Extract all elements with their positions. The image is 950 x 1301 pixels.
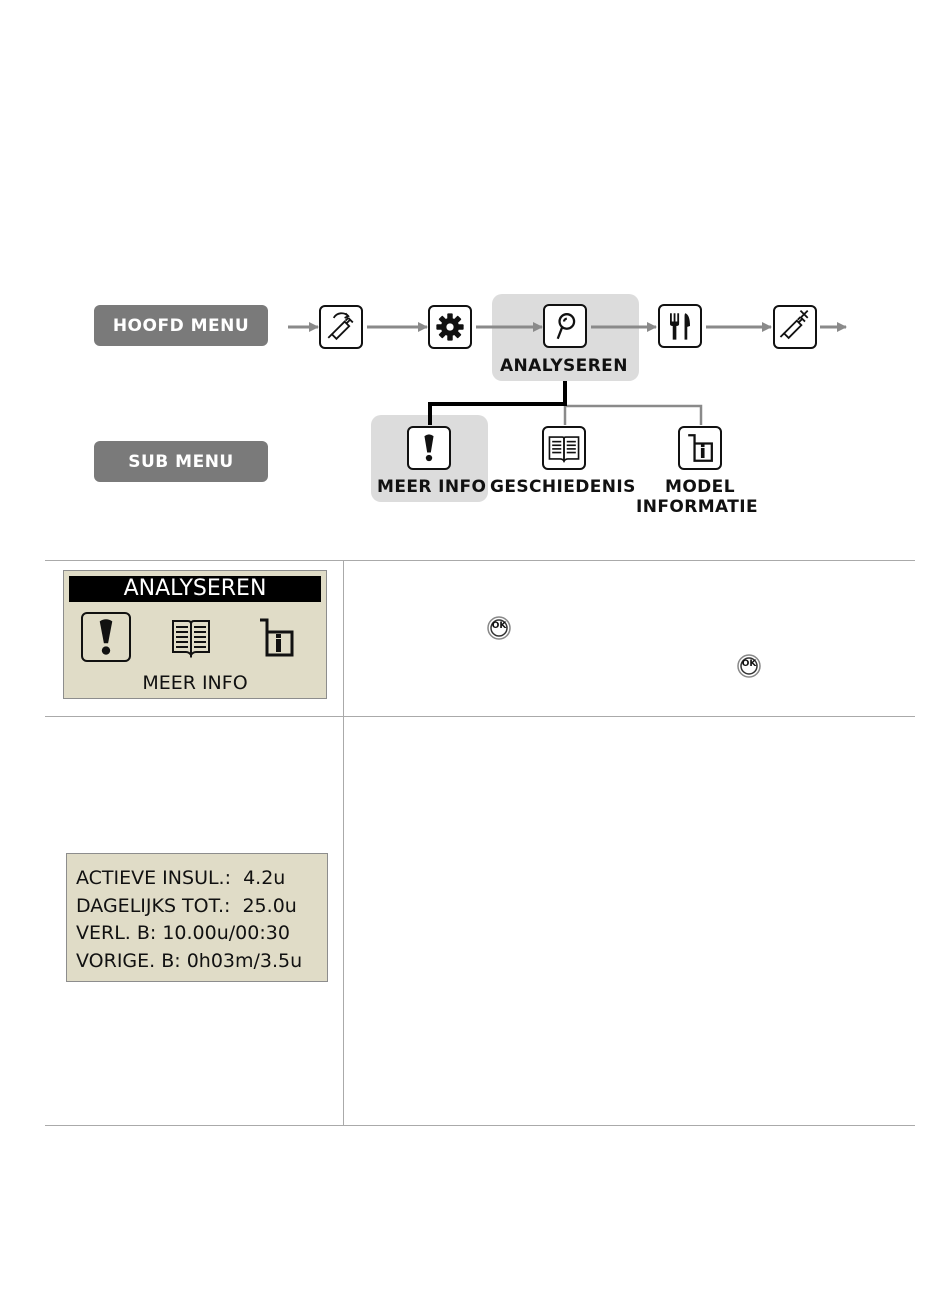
- sub-menu-label: SUB MENU: [94, 441, 268, 482]
- ok-button-icon: [737, 654, 761, 678]
- main-menu-label: HOOFD MENU: [94, 305, 268, 346]
- screen-line-active-insulin: ACTIEVE INSUL.: 4.2u: [76, 867, 286, 889]
- screen-caption: MEER INFO: [142, 672, 248, 694]
- device-screen-analyseren: [63, 570, 327, 699]
- table-top-rule: [45, 560, 915, 561]
- fork-knife-icon: [658, 304, 702, 348]
- sub-item-label-meer-info: MEER INFO: [377, 477, 487, 497]
- main-item-label-analyseren: ANALYSEREN: [500, 356, 628, 376]
- branch-to-model: [565, 406, 701, 425]
- sub-item-label-informatie: INFORMATIE: [636, 497, 758, 517]
- table-column-divider: [343, 560, 344, 1126]
- book-icon: [542, 426, 586, 470]
- exclamation-icon: [407, 426, 451, 470]
- device-screen-meer-info: [66, 853, 328, 982]
- info-icon: [678, 426, 722, 470]
- screen-title: ANALYSEREN: [69, 576, 321, 602]
- screen-line-previous-bolus: VORIGE. B: 0h03m/3.5u: [76, 949, 303, 972]
- table-row-divider: [45, 716, 915, 717]
- ok-label: OK: [741, 659, 757, 669]
- screen-line-extended-bolus: VERL. B: 10.00u/00:30: [76, 922, 290, 944]
- syringe-refresh-icon: [319, 305, 363, 349]
- table-bottom-rule: [45, 1125, 915, 1126]
- syringe-cancel-icon: [773, 305, 817, 349]
- menu-connectors: [0, 0, 950, 560]
- branch-to-meer-info: [430, 381, 565, 425]
- gear-icon: [428, 305, 472, 349]
- ok-button-icon: [487, 616, 511, 640]
- exclamation-icon: [81, 612, 131, 662]
- sub-item-label-model: MODEL: [665, 477, 735, 497]
- magnifier-icon: [543, 304, 587, 348]
- sub-item-label-geschiedenis: GESCHIEDENIS: [490, 477, 636, 497]
- ok-label: OK: [491, 621, 507, 631]
- book-icon: [169, 615, 213, 659]
- screen-line-daily-total: DAGELIJKS TOT.: 25.0u: [76, 894, 297, 917]
- info-icon: [254, 615, 298, 659]
